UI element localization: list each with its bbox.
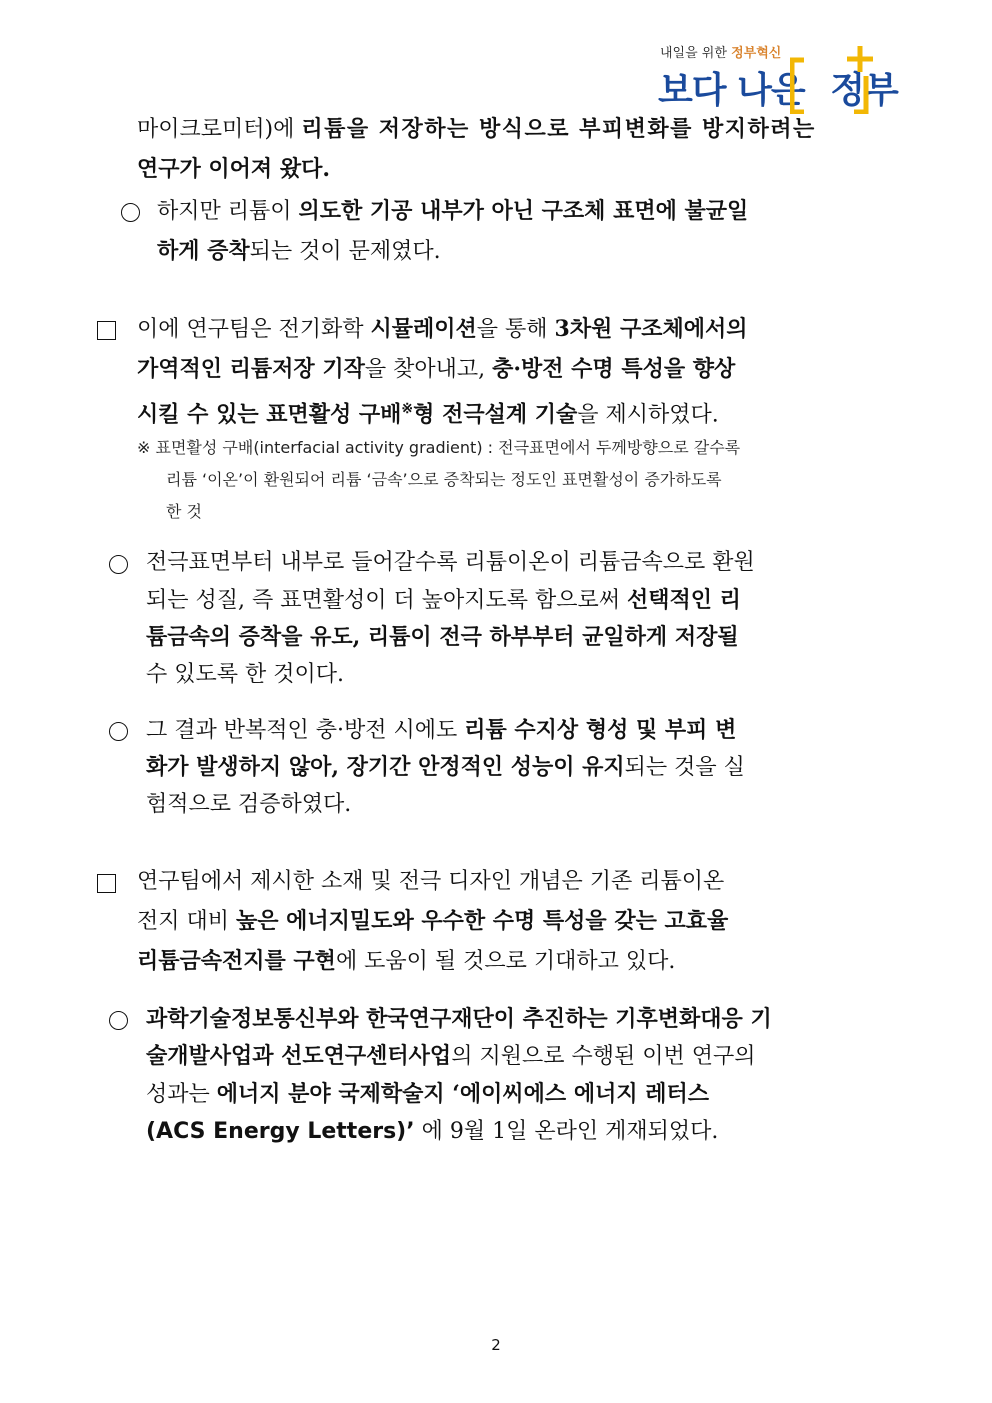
para2-line2: 가역적인 리튬저장 기작을 찾아내고, 충·방전 수명 특성을 향상 <box>137 356 736 382</box>
government-innovation-logo <box>658 36 900 120</box>
square-bullet-icon <box>97 321 116 340</box>
para5-line2: 전지 대비 높은 에너지밀도와 우수한 수명 특성을 갖는 고효율 <box>137 908 729 934</box>
para0-line1: 마이크로미터)에 리튬을 저장하는 방식으로 부피변화를 방지하려는 <box>137 116 816 142</box>
circle-bullet-icon <box>121 203 140 222</box>
para1-line2: 하게 증착되는 것이 문제였다. <box>157 238 441 264</box>
footnote-line2: 리튬 ‘이온’이 환원되어 리튬 ‘금속’으로 증착되는 정도인 표면활성이 증가하도록 <box>166 470 722 489</box>
circle-bullet-icon <box>109 722 128 741</box>
para5-line1: 연구팀에서 제시한 소재 및 전극 디자인 개념은 기존 리튬이온 <box>137 869 725 894</box>
para6-line2: 술개발사업과 선도연구센터사업의 지원으로 수행된 이번 연구의 <box>146 1043 756 1069</box>
logo-tagline-accent: 정부혁신 <box>731 46 782 61</box>
footnote-line1: ※ 표면활성 구배(interfacial activity gradient) : 전극표면에서 두께방향으로 갈수록 <box>137 438 741 457</box>
para5-line3: 리튬금속전지를 구현에 도움이 될 것으로 기대하고 있다. <box>137 948 676 974</box>
para3-line2: 되는 성질, 즉 표면활성이 더 높아지도록 함으로써 선택적인 리 <box>146 587 741 613</box>
circle-bullet-icon <box>109 1011 128 1030</box>
page-number: 2 <box>491 1336 501 1354</box>
para2-line3: 시킬 수 있는 표면활성 구배※형 전극설계 기술을 제시하였다. <box>137 401 719 428</box>
circle-bullet-icon <box>109 555 128 574</box>
para6-line1: 과학기술정보통신부와 한국연구재단이 추진하는 기후변화대응 기 <box>146 1006 772 1032</box>
para3-line4: 수 있도록 한 것이다. <box>146 662 344 687</box>
footnote-line3: 한 것 <box>166 502 202 521</box>
para0-line2: 연구가 이어져 왔다. <box>137 156 330 182</box>
logo-bracket-icon <box>790 46 880 114</box>
logo-title-accent: 정부 <box>830 70 898 111</box>
para4-line3: 험적으로 검증하였다. <box>146 792 352 817</box>
para6-line4: (ACS Energy Letters)’ 에 9월 1일 온라인 게재되었다. <box>146 1119 719 1144</box>
para4-line2: 화가 발생하지 않아, 장기간 안정적인 성능이 유지되는 것을 실 <box>146 754 745 780</box>
para6-line3: 성과는 에너지 분야 국제학술지 ‘에이씨에스 에너지 레터스 <box>146 1081 710 1107</box>
para1-line1: 하지만 리튬이 의도한 기공 내부가 아닌 구조체 표면에 불균일 <box>157 198 749 224</box>
logo-tagline <box>660 42 781 61</box>
para3-line3: 튬금속의 증착을 유도, 리튬이 전극 하부부터 균일하게 저장될 <box>146 624 739 650</box>
para2-line1: 이에 연구팀은 전기화학 시뮬레이션을 통해 3차원 구조체에서의 <box>137 316 748 342</box>
logo-title-main: 보다 나은 <box>658 70 805 111</box>
logo-tagline-prefix: 내일을 위한 <box>660 46 727 61</box>
para3-line1: 전극표면부터 내부로 들어갈수록 리튬이온이 리튬금속으로 환원 <box>146 550 755 575</box>
para4-line1: 그 결과 반복적인 충·방전 시에도 리튬 수지상 형성 및 부피 변 <box>146 717 737 743</box>
square-bullet-icon <box>97 874 116 893</box>
